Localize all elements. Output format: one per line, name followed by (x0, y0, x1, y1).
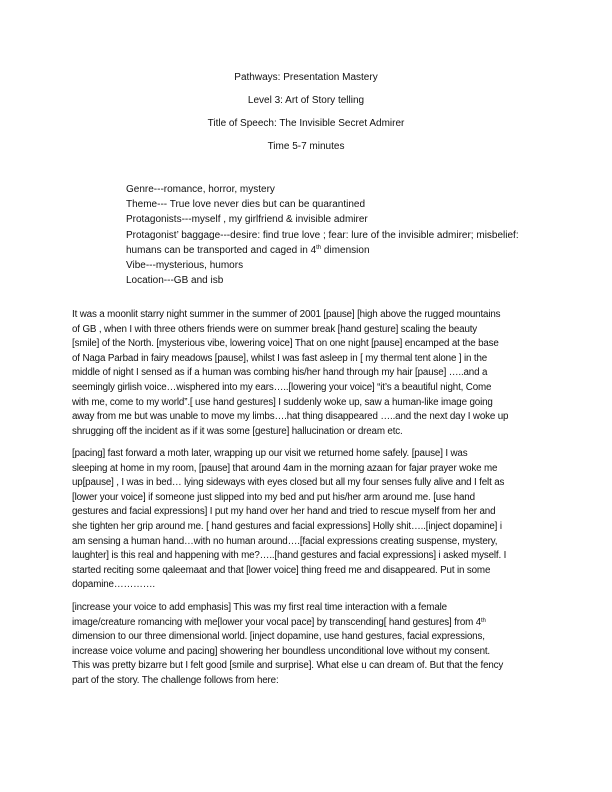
text-line: seemingly girlish voice…wisphered into my ears…..[lowering your voice] “it’s a beautiful night, Come (72, 381, 492, 393)
text-line: dimension to our three dimensional world. [inject dopamine, use hand gestures, facial expressions, (72, 631, 485, 643)
text-line: of GB , when I with three others friends were on summer break [hand gesture] scaling the beauty (72, 323, 478, 335)
speech-time: Time 5-7 minutes (267, 141, 345, 152)
text-line: away from me but was unable to move my limbs….hat thing disappeared …..and the next day I woke up (72, 411, 509, 423)
text-line (72, 616, 552, 631)
genre: Genre---romance, horror, mystery (126, 184, 275, 195)
text-line: dopamine…………. (72, 579, 155, 591)
vibe: Vibe---mysterious, humors (126, 260, 244, 272)
text-line: It was a moonlit starry night summer in the summer of 2001 [pause] [high above the rugged mountains (72, 309, 501, 320)
text-line: started reciting some qaleemaat and that [lower voice] thing freed me and disappeared. Put in some (72, 564, 491, 576)
text-line: [increase your voice to add emphasis] This was my first real time interaction with a female (72, 602, 447, 613)
text-line: sleeping at home in my room, [pause] that around 4am in the morning azaan for fajar prayer woke me (72, 462, 498, 474)
protagonists: Protagonists---myself , my girlfriend & invisible admirer (126, 214, 368, 226)
baggage-text-end: dimension (321, 244, 370, 256)
text-line: [lower your voice] if someone just slipped into my bed and put his/her arm around me. [use hand (72, 491, 475, 503)
text-line: she tighten her grip around me. [ hand gestures and facial expressions] Holly shit…..[inject dopamine] i (72, 520, 502, 532)
protagonist-baggage: Protagonist’ baggage---desire: find true love ; fear: lure of the invisible admirer; misbelief: (126, 229, 519, 241)
superscript: th (316, 244, 322, 251)
text-line: part of the story. The challenge follows from here: (72, 674, 279, 686)
text-line: increase voice volume and pacing] showering her boundless unconditional love without my consent. (72, 645, 491, 657)
superscript: th (481, 617, 486, 624)
paragraph-2 (72, 447, 552, 593)
protagonist-baggage-cont (126, 243, 519, 258)
level-title: Level 3: Art of Story telling (247, 95, 365, 106)
speech-details (126, 182, 519, 288)
text-line: am sensing a human hand…with no human around….[facial expressions creating suspense, mystery, (72, 535, 498, 547)
speech-title: Title of Speech: The Invisible Secret Admirer (207, 118, 405, 129)
text-line: This was pretty bizarre but I felt good [smile and surprise]. What else u can dream of. But that the fency (72, 660, 504, 672)
paragraph-3 (72, 601, 552, 689)
text-line: middle of night I sensed as if a human was combing his/her hand through my hair [pause] …..and a (72, 367, 488, 379)
text-line: of Naga Parbad in fairy meadows [pause], whilst I was fast asleep in [ my thermal tent alone ] in the (72, 352, 488, 364)
paragraph-1 (72, 308, 552, 439)
theme: Theme--- True love never dies but can be quarantined (126, 199, 366, 211)
baggage-text: humans can be transported and caged in 4 (126, 244, 317, 256)
text-line: laughter] is this real and happening with me?…..[hand gestures and facial expressions] i asked myself. I (72, 550, 507, 562)
text-line: [smile] of the North. [mysterious vibe, lowering voice] That on one night [pause] encamped at the base (72, 338, 499, 350)
program-title: Pathways: Presentation Mastery (234, 72, 378, 83)
text-line: with me, come to my world”.[ use hand gestures] I suddenly woke up, saw a human-like image going (72, 396, 493, 408)
text-line: gestures and facial expressions] I put my hand over her hand and tried to rescue myself from her and (72, 506, 496, 518)
text-segment: image/creature romancing with me[lower your vocal pace] by transcending[ hand gestures] from 4 (72, 616, 482, 628)
text-line: shrugging off the incident as if it was some [gesture] hallucination or dream etc. (72, 425, 403, 437)
text-line: up[pause] , I was in bed… lying sideways with eyes closed but all my four senses fully alive and I felt as (72, 477, 505, 489)
location: Location---GB and isb (126, 275, 224, 287)
text-line: [pacing] fast forward a moth later, wrapping up our visit we returned home safely. [pause] I was (72, 448, 468, 459)
